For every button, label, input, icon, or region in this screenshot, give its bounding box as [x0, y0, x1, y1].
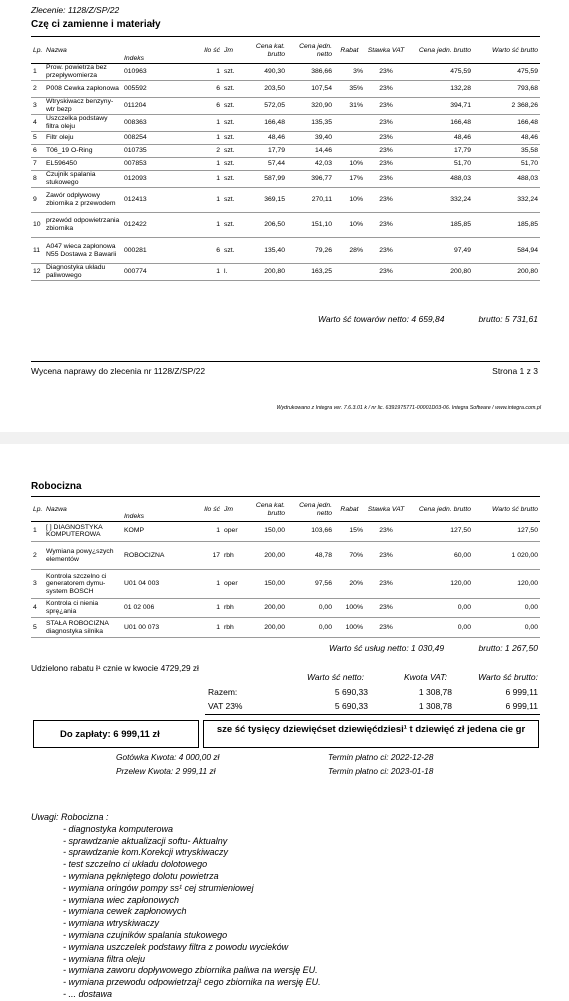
remark-item: - test szczelno ci układu dolotowego: [63, 859, 208, 870]
cell-name: Prow. powietrza bez przepływomierza: [44, 64, 122, 81]
cell-net: 14,46: [287, 145, 334, 158]
cell-net: 151,10: [287, 213, 334, 238]
cell-lp: 5: [31, 618, 44, 638]
divider: [31, 496, 540, 497]
page-separator: [0, 432, 569, 444]
header-cell: Indeks: [124, 512, 145, 520]
cell-cat: 369,15: [247, 188, 287, 213]
cell-net: 270,11: [287, 188, 334, 213]
summary-label: VAT 23%: [208, 701, 243, 711]
cell-lp: 4: [31, 115, 44, 132]
cell-qty: 1: [190, 618, 222, 638]
cell-unit: rbh: [222, 599, 247, 618]
cell-total: 51,70: [473, 158, 540, 171]
remarks-title: Uwagi: Robocizna :: [31, 812, 109, 822]
cell-index: 007853: [122, 158, 190, 171]
parts-section-title: Czę ci zamienne i materiały: [31, 19, 161, 30]
invoice-page-1: [0, 0, 569, 432]
cell-index: 010735: [122, 145, 190, 158]
remark-item: - diagnostyka komputerowa: [63, 823, 174, 834]
cell-unit: oper: [222, 522, 247, 542]
cell-lp: 6: [31, 145, 44, 158]
cell-net: 320,90: [287, 98, 334, 115]
table-row: [31, 81, 540, 98]
cell-total: 0,00: [473, 618, 540, 638]
header-cell: Stawka VAT: [367, 46, 405, 54]
cell-cat: 587,99: [247, 171, 287, 188]
header-cell: Warto ść brutto: [492, 46, 538, 54]
cell-net: 48,78: [287, 542, 334, 570]
cell-disc: [334, 132, 365, 145]
cell-lp: 8: [31, 171, 44, 188]
cell-index: 000281: [122, 238, 190, 264]
header-cell: Cena jedn. brutto: [418, 46, 471, 54]
cell-unit: rbh: [222, 542, 247, 570]
services-net-total: Warto ść usług netto: 1 030,49: [329, 643, 445, 653]
cell-cat: 200,00: [247, 542, 287, 570]
cell-lp: 11: [31, 238, 44, 264]
cell-index: 012413: [122, 188, 190, 213]
header-cell: Stawka VAT: [367, 505, 405, 513]
cell-unit-gross: 60,00: [407, 542, 473, 570]
cell-qty: 1: [190, 115, 222, 132]
cell-qty: 1: [190, 522, 222, 542]
cell-qty: 1: [190, 171, 222, 188]
cell-name: T06_19 O-Ring: [44, 145, 122, 158]
cell-lp: 12: [31, 264, 44, 281]
page-number: Strona 1 z 3: [492, 366, 538, 376]
cell-vat: 23%: [365, 599, 407, 618]
summary-vat: 1 308,78: [418, 701, 452, 711]
header-cell: Indeks: [124, 54, 145, 62]
cell-name: Kontrola ci nienia sprę¿ania: [44, 599, 122, 618]
cell-unit-gross: 51,70: [407, 158, 473, 171]
remark-item: - wymiana uszczelek podstawy filtra z powodu wycieków: [63, 941, 289, 952]
cell-disc: 17%: [334, 171, 365, 188]
cell-net: 97,56: [287, 570, 334, 599]
remark-item: - wymiana wiec zapłonowych: [63, 894, 180, 905]
cell-name: STAŁA ROBOCIZNA diagnostyka silnika: [44, 618, 122, 638]
cell-name: Diagnostyka układu paliwowego: [44, 264, 122, 281]
cell-index: 011204: [122, 98, 190, 115]
cell-index: 008363: [122, 115, 190, 132]
cell-cat: 572,05: [247, 98, 287, 115]
remark-item: - wymiana cewek zapłonowych: [63, 906, 187, 917]
cell-total: 48,46: [473, 132, 540, 145]
cell-net: 386,66: [287, 64, 334, 81]
cell-total: 120,00: [473, 570, 540, 599]
cell-unit: szt.: [222, 171, 247, 188]
summary-gross: 6 999,11: [505, 687, 538, 697]
cell-disc: 10%: [334, 158, 365, 171]
table-row: [31, 570, 540, 599]
cell-unit-gross: 488,03: [407, 171, 473, 188]
cell-cat: 166,48: [247, 115, 287, 132]
payment-cash-term: Termin płatno ci: 2022-12-28: [328, 752, 434, 762]
cell-qty: 6: [190, 81, 222, 98]
table-row: [31, 542, 540, 570]
divider: [205, 714, 540, 715]
table-header: [31, 39, 540, 63]
cell-disc: 3%: [334, 64, 365, 81]
summary-gross: 6 999,11: [505, 701, 538, 711]
header-cell: Nazwa: [46, 505, 67, 513]
cell-vat: 23%: [365, 145, 407, 158]
remark-item: - wymiana oringów pompy ss¹ cej strumieniowej: [63, 882, 254, 893]
cell-total: 793,68: [473, 81, 540, 98]
cell-qty: 6: [190, 238, 222, 264]
cell-cat: 135,40: [247, 238, 287, 264]
table-row: [31, 64, 540, 81]
cell-unit-gross: 0,00: [407, 618, 473, 638]
cell-name: Czujnik spalania stukowego: [44, 171, 122, 188]
cell-disc: [334, 264, 365, 281]
cell-unit-gross: 132,28: [407, 81, 473, 98]
remark-item: - wymiana przewodu odpowietrzaj¹ cego zbiornika na wersję EU.: [63, 977, 321, 988]
parts-table: [31, 39, 540, 281]
summary-vat: 1 308,78: [418, 687, 452, 697]
cell-net: 107,54: [287, 81, 334, 98]
cell-unit-gross: 166,48: [407, 115, 473, 132]
cell-name: przewód odpowietrzania zbiornika: [44, 213, 122, 238]
remark-item: - sprawdzanie kom.Korekcji wtryskiwaczy: [63, 847, 229, 858]
divider: [31, 36, 540, 37]
cell-lp: 1: [31, 522, 44, 542]
cell-cat: 206,50: [247, 213, 287, 238]
cell-vat: 23%: [365, 213, 407, 238]
cell-lp: 1: [31, 64, 44, 81]
cell-unit: oper: [222, 570, 247, 599]
cell-total: 1 020,00: [473, 542, 540, 570]
cell-unit: szt.: [222, 98, 247, 115]
order-number: Zlecenie: 1128/Z/SP/22: [31, 5, 120, 15]
cell-vat: 23%: [365, 188, 407, 213]
cell-unit-gross: 185,85: [407, 213, 473, 238]
cell-total: 35,58: [473, 145, 540, 158]
remark-item: - ... dostawa: [63, 988, 113, 999]
cell-qty: 17: [190, 542, 222, 570]
cell-net: 42,03: [287, 158, 334, 171]
cell-disc: 100%: [334, 599, 365, 618]
cell-name: Kontrola szczelno ci generatorem dymu-system BOSCH: [44, 570, 122, 599]
remark-item: - sprawdzanie aktualizacji softu- Aktualny: [63, 835, 228, 846]
cell-unit-gross: 394,71: [407, 98, 473, 115]
cell-total: 166,48: [473, 115, 540, 132]
cell-cat: 17,79: [247, 145, 287, 158]
table-row: [31, 213, 540, 238]
cell-name: Filtr oleju: [44, 132, 122, 145]
cell-qty: 1: [190, 570, 222, 599]
cell-qty: 1: [190, 158, 222, 171]
cell-vat: 23%: [365, 542, 407, 570]
table-row: [31, 238, 540, 264]
header-cell: Warto ść brutto: [492, 505, 538, 513]
summary-header-vat: Kwota VAT:: [404, 672, 448, 682]
cell-disc: 35%: [334, 81, 365, 98]
cell-index: 000774: [122, 264, 190, 281]
header-cell: Ilo ść: [204, 46, 220, 54]
cell-cat: 48,46: [247, 132, 287, 145]
header-cell: Cena jedn. netto: [299, 43, 332, 58]
header-cell: Rabat: [340, 46, 359, 54]
cell-vat: 23%: [365, 132, 407, 145]
cell-vat: 23%: [365, 158, 407, 171]
cell-cat: 150,00: [247, 570, 287, 599]
cell-qty: 2: [190, 145, 222, 158]
cell-unit-gross: 120,00: [407, 570, 473, 599]
cell-net: 79,26: [287, 238, 334, 264]
cell-unit: szt.: [222, 158, 247, 171]
cell-qty: 1: [190, 213, 222, 238]
table-row: [31, 115, 540, 132]
cell-disc: 70%: [334, 542, 365, 570]
cell-index: 01 02 006: [122, 599, 190, 618]
cell-unit: szt.: [222, 145, 247, 158]
cell-cat: 203,50: [247, 81, 287, 98]
summary-header-net: Warto ść netto:: [307, 672, 365, 682]
cell-total: 584,94: [473, 238, 540, 264]
table-row: [31, 618, 540, 638]
header-cell: Cena kat. brutto: [255, 43, 285, 58]
remark-item: - wymiana zaworu dopływowego zbiornika paliwa na wersję EU.: [63, 965, 318, 976]
goods-gross-total: brutto: 5 731,61: [478, 314, 538, 324]
cell-vat: 23%: [365, 64, 407, 81]
cell-unit-gross: 127,50: [407, 522, 473, 542]
cell-total: 0,00: [473, 599, 540, 618]
amount-in-words: sze ść tysięcy dziewięćset dziewięćdziesi¹ t dziewięć zł jedena cie gr: [216, 724, 526, 735]
header-cell: Cena kat. brutto: [255, 502, 285, 517]
services-gross-total: brutto: 1 267,50: [478, 643, 538, 653]
cell-total: 2 368,26: [473, 98, 540, 115]
cell-net: 163,25: [287, 264, 334, 281]
cell-qty: 1: [190, 599, 222, 618]
cell-disc: 10%: [334, 213, 365, 238]
printed-by-note: Wydrukowano z Integra ver. 7.6.3.01 k / nr lic. 6391975771-00001D03-06. Integra Software / www.integra.com.pl: [276, 405, 541, 411]
cell-total: 185,85: [473, 213, 540, 238]
header-cell: Jm: [224, 46, 234, 54]
cell-qty: 1: [190, 188, 222, 213]
cell-net: 0,00: [287, 618, 334, 638]
cell-total: 332,24: [473, 188, 540, 213]
header-cell: Jm: [224, 505, 234, 513]
table-row: [31, 132, 540, 145]
remark-item: - wymiana wtryskiwaczy: [63, 918, 160, 929]
header-cell: Rabat: [340, 505, 359, 513]
labor-table: [31, 499, 540, 638]
footer-quote-ref: Wycena naprawy do zlecenia nr 1128/Z/SP/22: [31, 366, 206, 376]
cell-net: 39,40: [287, 132, 334, 145]
amount-due-box: [33, 720, 199, 748]
cell-unit-gross: 48,46: [407, 132, 473, 145]
cell-total: 200,80: [473, 264, 540, 281]
cell-qty: 1: [190, 64, 222, 81]
cell-index: U01 04 003: [122, 570, 190, 599]
table-header: [31, 499, 540, 521]
cell-unit: l.: [222, 264, 247, 281]
cell-vat: 23%: [365, 98, 407, 115]
cell-disc: 10%: [334, 188, 365, 213]
cell-vat: 23%: [365, 522, 407, 542]
cell-unit-gross: 200,80: [407, 264, 473, 281]
cell-index: 012093: [122, 171, 190, 188]
cell-total: 127,50: [473, 522, 540, 542]
cell-cat: 490,30: [247, 64, 287, 81]
remark-item: - wymiana pękniętego dolotu powietrza: [63, 870, 219, 881]
cell-vat: 23%: [365, 264, 407, 281]
cell-cat: 200,00: [247, 599, 287, 618]
cell-unit-gross: 475,59: [407, 64, 473, 81]
cell-lp: 3: [31, 98, 44, 115]
payment-transfer: Przelew Kwota: 2 999,11 zł: [116, 766, 216, 776]
cell-index: 008254: [122, 132, 190, 145]
header-cell: Cena jedn. netto: [299, 502, 332, 517]
remark-item: - wymiana filtra oleju: [63, 953, 146, 964]
summary-net: 5 690,33: [334, 701, 368, 711]
summary-net: 5 690,33: [334, 687, 368, 697]
cell-name: Uszczelka podstawy filtra oleju: [44, 115, 122, 132]
summary-header-gross: Warto ść brutto:: [478, 672, 538, 682]
cell-cat: 200,00: [247, 618, 287, 638]
cell-lp: 10: [31, 213, 44, 238]
header-cell: Cena jedn. brutto: [418, 505, 471, 513]
cell-disc: [334, 115, 365, 132]
cell-unit: szt.: [222, 132, 247, 145]
cell-unit-gross: 17,79: [407, 145, 473, 158]
cell-lp: 4: [31, 599, 44, 618]
cell-index: ROBOCIZNA: [122, 542, 190, 570]
cell-lp: 7: [31, 158, 44, 171]
cell-name: Wymiana powy¿szych elementów: [44, 542, 122, 570]
cell-name: Zawór odpływowy zbiornika z przewodem: [44, 188, 122, 213]
cell-disc: 28%: [334, 238, 365, 264]
cell-name: P008 Cewka zapłonowa: [44, 81, 122, 98]
header-cell: Ilo ść: [204, 505, 220, 513]
cell-qty: 1: [190, 264, 222, 281]
cell-total: 488,03: [473, 171, 540, 188]
cell-cat: 57,44: [247, 158, 287, 171]
table-row: [31, 171, 540, 188]
amount-in-words-box: [203, 720, 539, 748]
table-row: [31, 188, 540, 213]
summary-label: Razem:: [208, 687, 238, 697]
header-cell: Lp.: [33, 46, 43, 54]
cell-unit: szt.: [222, 213, 247, 238]
cell-total: 475,59: [473, 64, 540, 81]
cell-lp: 2: [31, 81, 44, 98]
cell-lp: 3: [31, 570, 44, 599]
cell-qty: 1: [190, 132, 222, 145]
cell-index: 010963: [122, 64, 190, 81]
cell-unit: rbh: [222, 618, 247, 638]
cell-vat: 23%: [365, 81, 407, 98]
amount-due: Do zapłaty: 6 999,11 zł: [60, 729, 160, 740]
cell-unit-gross: 97,49: [407, 238, 473, 264]
cell-name: [ ] DIAGNOSTYKA KOMPUTEROWA: [44, 522, 122, 542]
payment-transfer-term: Termin płatno ci: 2023-01-18: [328, 766, 434, 776]
cell-vat: 23%: [365, 570, 407, 599]
cell-unit: szt.: [222, 238, 247, 264]
cell-disc: [334, 145, 365, 158]
cell-unit: szt.: [222, 64, 247, 81]
cell-index: 005592: [122, 81, 190, 98]
cell-vat: 23%: [365, 238, 407, 264]
cell-vat: 23%: [365, 171, 407, 188]
cell-qty: 6: [190, 98, 222, 115]
table-row: [31, 599, 540, 618]
payment-cash: Gotówka Kwota: 4 000,00 zł: [116, 752, 220, 762]
table-row: [31, 264, 540, 281]
cell-net: 0,00: [287, 599, 334, 618]
table-row: [31, 158, 540, 171]
divider: [31, 361, 540, 362]
labor-section-title: Robocizna: [31, 481, 82, 492]
table-row: [31, 145, 540, 158]
cell-disc: 15%: [334, 522, 365, 542]
cell-unit: szt.: [222, 81, 247, 98]
cell-name: A047 wieca zapłonowa N55 Dostawa z Bawarii: [44, 238, 122, 264]
cell-index: 012422: [122, 213, 190, 238]
cell-lp: 5: [31, 132, 44, 145]
cell-index: KOMP: [122, 522, 190, 542]
cell-name: EL596450: [44, 158, 122, 171]
cell-disc: 31%: [334, 98, 365, 115]
cell-disc: 100%: [334, 618, 365, 638]
cell-name: Wtryskiwacz benzyny-wtr bezp: [44, 98, 122, 115]
header-cell: Lp.: [33, 505, 43, 513]
cell-vat: 23%: [365, 115, 407, 132]
cell-net: 396,77: [287, 171, 334, 188]
cell-cat: 150,00: [247, 522, 287, 542]
discount-note: Udzielono rabatu ł¹ cznie w kwocie 4729,29 zł: [31, 663, 199, 673]
cell-lp: 9: [31, 188, 44, 213]
cell-index: U01 00 073: [122, 618, 190, 638]
table-row: [31, 98, 540, 115]
cell-unit: szt.: [222, 188, 247, 213]
cell-vat: 23%: [365, 618, 407, 638]
goods-net-total: Warto ść towarów netto: 4 659,84: [318, 314, 445, 324]
cell-lp: 2: [31, 542, 44, 570]
cell-unit-gross: 0,00: [407, 599, 473, 618]
cell-net: 103,66: [287, 522, 334, 542]
cell-disc: 20%: [334, 570, 365, 599]
remark-item: - wymiana czujników spalania stukowego: [63, 929, 228, 940]
header-cell: Nazwa: [46, 46, 67, 54]
cell-unit: szt.: [222, 115, 247, 132]
cell-cat: 200,80: [247, 264, 287, 281]
cell-unit-gross: 332,24: [407, 188, 473, 213]
remarks-block: [31, 812, 321, 1001]
cell-net: 135,35: [287, 115, 334, 132]
table-row: [31, 522, 540, 542]
